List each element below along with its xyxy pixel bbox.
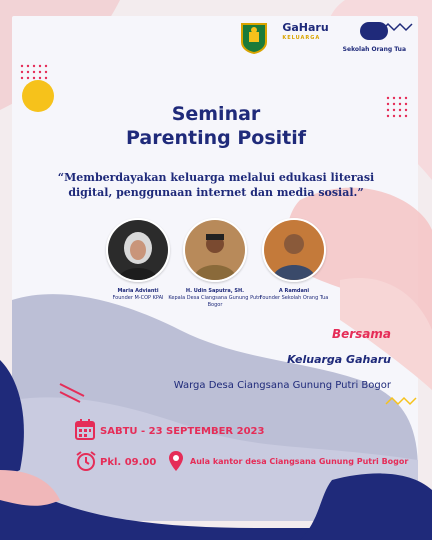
title-line-1: Seminar: [171, 103, 261, 125]
logo-bar: [240, 22, 406, 54]
event-time: Pkl. 09.00: [100, 457, 157, 468]
warga-label: Warga Desa Ciangsana Gunung Putri Bogor: [173, 380, 391, 391]
gaharu-logo: [282, 22, 328, 44]
speaker-name: H. Udin Saputra, SH.: [185, 288, 245, 294]
speaker-role: Founder M-COP KPAI: [112, 295, 164, 301]
speaker-photo: [106, 218, 170, 282]
speaker-photo: [262, 218, 326, 282]
speaker-name: A Ramdani: [278, 288, 310, 294]
sekolah-orang-tua-logo: [343, 22, 406, 53]
keluarga-label: Keluarga Gaharu: [287, 353, 391, 366]
speaker-photo: [183, 218, 247, 282]
seminar-title: [0, 102, 432, 150]
event-date: SABTU - 23 SEPTEMBER 2023: [100, 426, 265, 437]
bersama-label: Bersama: [331, 327, 391, 341]
bogor-crest-icon: [240, 22, 268, 54]
alarm-clock-icon: [75, 450, 97, 472]
location-pin-icon: [168, 450, 184, 472]
calendar-icon: [75, 418, 95, 440]
speaker-role: Founder Sekolah Orang Tua: [259, 295, 329, 301]
speaker-item: [244, 218, 344, 302]
speaker-name: Maria Advianti: [117, 288, 159, 294]
seminar-quote: “Memberdayakan keluarga melalui edukasi literasi digital, penggunaan internet dan media sosial.”: [57, 171, 375, 199]
sekolah-orang-tua-label: Sekolah Orang Tua: [342, 46, 406, 53]
event-venue: Aula kantor desa Ciangsana Gunung Putri Bogor: [190, 457, 409, 466]
gaharu-logo-text: GaHaru: [282, 21, 329, 34]
gaharu-logo-subtext: KELUARGA: [282, 35, 321, 41]
title-line-2: Parenting Positif: [125, 127, 307, 149]
sekolah-orang-tua-badge-icon: [360, 22, 388, 40]
speaker-role: Kepala Desa Ciangsana Gunung Putri Bogor: [168, 295, 262, 308]
speaker-list: [0, 218, 432, 308]
